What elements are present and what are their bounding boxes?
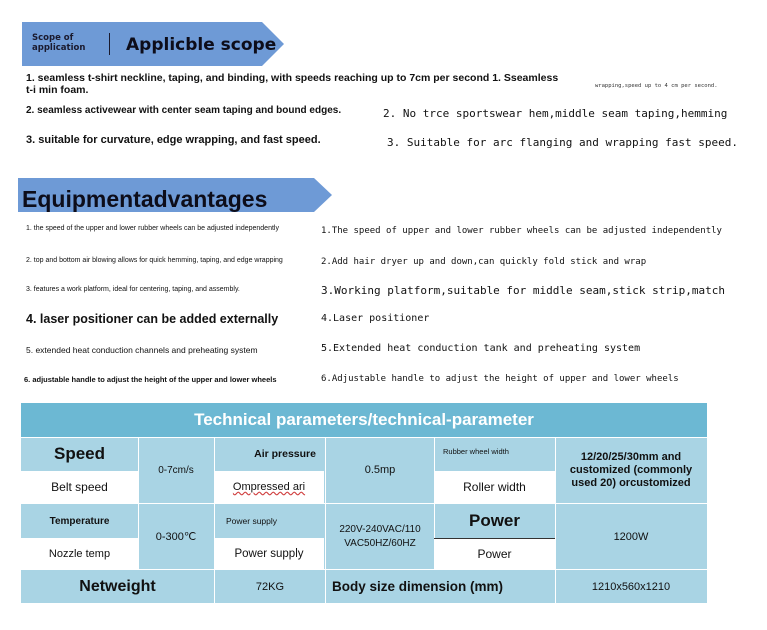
body-size-label: Body size dimension (mm) — [326, 570, 555, 603]
belt-speed-label: Belt speed — [21, 471, 138, 503]
scope-title: Applicble scope — [126, 35, 277, 55]
grid-line — [21, 437, 707, 438]
air-pressure-label: Air pressure — [214, 437, 324, 471]
adv-cn-1: 1.The speed of upper and lower rubber wheels can be adjusted independently — [321, 226, 722, 236]
technical-parameters-table — [21, 403, 707, 603]
advantages-title: Equipmentadvantages — [22, 186, 268, 212]
adv-cn-3: 3.Working platform,suitable for middle seam,stick strip,match — [321, 284, 725, 297]
power-supply-value: 220V-240VAC/110 VAC50HZ/60HZ — [326, 504, 434, 569]
grid-line — [21, 503, 707, 504]
adv-en-3: 3. features a work platform, ideal for centering, taping, and assembly. — [26, 286, 240, 293]
grid-line — [555, 437, 556, 603]
power-big-label: Power — [434, 504, 555, 538]
adv-en-6: 6. adjustable handle to adjust the height of the upper and lower wheels — [24, 375, 277, 384]
netweight-value: 72KG — [214, 570, 326, 603]
scope-cn-line-3: 3. Suitable for arc flanging and wrapping fast speed. — [387, 136, 738, 149]
netweight-label: Netweight — [21, 570, 214, 603]
grid-line — [434, 437, 435, 570]
power-supply-small-label: Power supply — [214, 504, 324, 538]
power-small-label: Power — [434, 538, 555, 569]
adv-cn-6: 6.Adjustable handle to adjust the height of upper and lower wheels — [321, 374, 679, 384]
scope-small-label: Scope of application — [32, 33, 86, 53]
grid-line — [138, 437, 139, 570]
table-title: Technical parameters/technical-parameter — [21, 403, 707, 437]
scope-cn-line-1: wrapping,speed up to 4 cm per second. — [595, 83, 718, 89]
roller-width-label: Roller width — [434, 471, 555, 503]
grid-line — [21, 569, 707, 570]
wheel-width-value: 12/20/25/30mm and customized (commonly used 20) orcustomized — [555, 437, 707, 503]
power-supply-label: Power supply — [214, 538, 324, 569]
grid-line — [325, 437, 326, 603]
body-size-value: 1210x560x1210 — [555, 570, 707, 603]
scope-en-line-1: 1. seamless t-shirt neckline, taping, and binding, with speeds reaching up to 7cm per second 1. Sseamless — [26, 72, 559, 84]
temperature-value: 0-300℃ — [138, 504, 214, 569]
scope-cn-line-2: 2. No trce sportswear hem,middle seam taping,hemming — [383, 107, 728, 120]
grid-line — [214, 437, 215, 603]
rubber-wheel-width-label: Rubber wheel width — [434, 437, 555, 471]
adv-en-2: 2. top and bottom air blowing allows for quick hemming, taping, and edge wrapping — [26, 257, 283, 264]
scope-en-line-1b: t-i min foam. — [26, 84, 89, 96]
speed-label: Speed — [21, 437, 138, 471]
power-value: 1200W — [555, 504, 707, 569]
temperature-label: Temperature — [21, 504, 138, 538]
scope-divider — [109, 33, 112, 55]
adv-en-1: 1. the speed of the upper and lower rubber wheels can be adjusted independently — [26, 225, 279, 232]
adv-cn-5: 5.Extended heat conduction tank and preheating system — [321, 343, 641, 354]
scope-en-line-3: 3. suitable for curvature, edge wrapping, and fast speed. — [26, 134, 321, 146]
nozzle-temp-label: Nozzle temp — [21, 538, 138, 569]
adv-en-5: 5. extended heat conduction channels and preheating system — [26, 345, 258, 355]
scope-en-line-2: 2. seamless activewear with center seam taping and bound edges. — [26, 105, 342, 116]
adv-cn-4: 4.Laser positioner — [321, 313, 430, 324]
speed-value: 0-7cm/s — [138, 437, 214, 503]
adv-cn-2: 2.Add hair dryer up and down,can quickly fold stick and wrap — [321, 257, 647, 267]
adv-en-4: 4. laser positioner can be added externally — [26, 312, 279, 326]
compressed-air-label: Ompressed ari — [214, 471, 324, 503]
air-pressure-value: 0.5mp — [326, 437, 434, 503]
grid-line — [434, 538, 555, 539]
